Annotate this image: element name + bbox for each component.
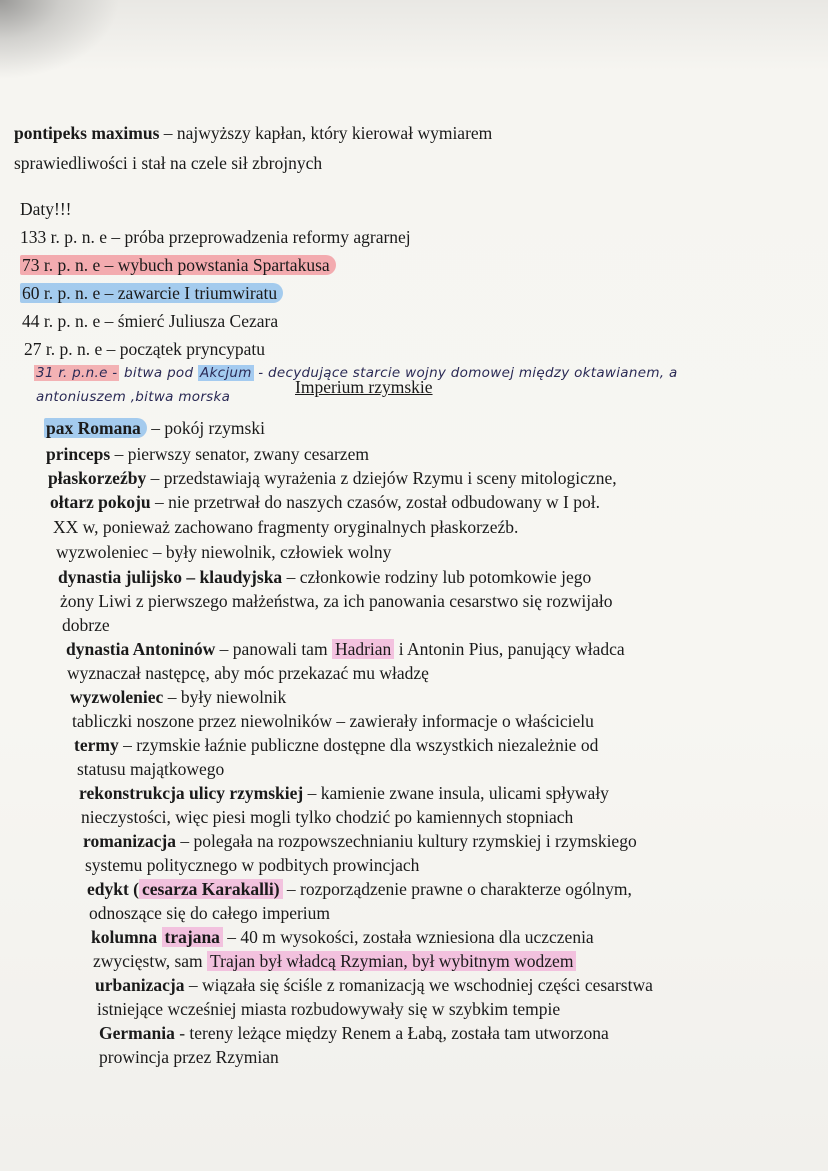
entry-line <box>79 782 609 804</box>
date-item <box>22 310 278 332</box>
entry-text: – nie przetrwał do naszych czasów, został odbudowany w I poł. <box>150 492 600 512</box>
entry-text: odnoszące się do całego imperium <box>89 903 331 923</box>
entry-text: i Antonin Pius, panujący władca <box>394 639 625 659</box>
entry-line <box>46 443 369 465</box>
entry-text: – pierwszy senator, zwany cesarzem <box>110 444 369 464</box>
entry-text: – były niewolnik <box>163 687 287 707</box>
entry-line <box>83 830 637 852</box>
entry-text: zwycięstw, sam <box>93 951 208 971</box>
entry-text: - tereny leżące między Renem a Łabą, została tam utworzona <box>174 1023 609 1043</box>
date-text-highlighted-blue: 60 r. p. n. e – zawarcie I triumwiratu <box>20 283 283 303</box>
entry-term: romanizacja <box>83 831 176 851</box>
entry-text: istniejące wcześniej miasta rozbudowywały się w szybkim tempie <box>97 999 561 1019</box>
entry-line <box>93 950 576 972</box>
entry-line <box>97 998 560 1020</box>
definition-text: – najwyższy kapłan, który kierował wymiarem <box>159 123 493 143</box>
date-text: 44 r. p. n. e – śmierć Juliusza Cezara <box>22 311 279 331</box>
intro-line-1 <box>14 122 492 144</box>
entry-line <box>87 878 632 900</box>
entry-text: – przedstawiają wyrażenia z dziejów Rzymu i sceny mitologiczne, <box>146 468 617 488</box>
entry-text: systemu politycznego w podbitych prowincjach <box>85 855 420 875</box>
date-text: 27 r. p. n. e – początek pryncypatu <box>24 339 266 359</box>
entry-line <box>58 566 591 588</box>
section-title: Imperium rzymskie <box>295 377 433 397</box>
handwritten-text: - decydujące starcie wojny domowej między oktawianem, a <box>253 365 678 381</box>
entry-text: tabliczki noszone przez niewolników – zawierały informacje o właścicielu <box>72 711 594 731</box>
entry-text: – 40 m wysokości, została wzniesiona dla uczczenia <box>222 927 594 947</box>
entry-term: edykt ( <box>87 879 140 899</box>
entry-text: – rzymskie łaźnie publiczne dostępne dla wszystkich niezależnie od <box>118 735 599 755</box>
entry-term-highlighted: trajana <box>162 927 223 947</box>
entry-text: nieczystości, więc piesi mogli tylko chodzić po kamiennych stopniach <box>81 807 574 827</box>
entry-text: dobrze <box>62 615 110 635</box>
date-item <box>20 226 411 248</box>
entry-text: prowincja przez Rzymian <box>99 1047 279 1067</box>
dates-heading: Daty!!! <box>20 199 72 219</box>
entry-line <box>67 662 429 684</box>
date-text-highlighted-red: 73 r. p. n. e – wybuch powstania Spartakusa <box>20 255 336 275</box>
handwritten-place: Akcjum <box>199 365 252 381</box>
entry-text: wyzwoleniec – były niewolnik, człowiek wolny <box>56 542 392 562</box>
entry-line <box>99 1046 279 1068</box>
entry-line <box>72 710 594 732</box>
entry-term: ołtarz pokoju <box>50 492 151 512</box>
term-pontipeks: pontipeks maximus <box>14 123 160 143</box>
handwritten-date: 31 r. p.n.e - <box>36 365 118 381</box>
page-corner-shadow <box>0 0 120 80</box>
date-item <box>24 338 265 360</box>
entry-line <box>89 902 330 924</box>
entry-line <box>91 926 594 948</box>
entry-term: dynastia julijsko – klaudyjska <box>58 567 283 587</box>
entry-term: kolumna <box>91 927 162 947</box>
entry-term: pax Romana <box>44 418 147 438</box>
entry-line <box>44 417 265 439</box>
entry-term: rekonstrukcja ulicy rzymskiej <box>79 783 304 803</box>
entry-line <box>74 734 598 756</box>
entry-text: – polegała na rozpowszechnianiu kultury rzymskiej i rzymskiego <box>176 831 637 851</box>
entry-line <box>60 590 613 612</box>
entry-text: – kamienie zwane insula, ulicami spływały <box>303 783 609 803</box>
entry-text: – panowali tam <box>215 639 332 659</box>
entry-term-highlighted: cesarza Karakalli) <box>139 879 283 899</box>
entry-line <box>62 614 110 636</box>
entry-term: płaskorzeźby <box>48 468 147 488</box>
entry-text: wyznaczał następcę, aby móc przekazać mu władzę <box>67 663 429 683</box>
entry-text: – wiązała się ściśle z romanizacją we wschodniej części cesarstwa <box>184 975 653 995</box>
entry-line <box>50 491 600 513</box>
entry-text: – członkowie rodziny lub potomkowie jego <box>282 567 592 587</box>
entry-term: dynastia Antoninów <box>66 639 216 659</box>
entry-line <box>66 638 625 660</box>
entry-line <box>53 516 518 538</box>
date-text: 133 r. p. n. e – próba przeprowadzenia reformy agrarnej <box>20 227 411 247</box>
entry-line <box>85 854 419 876</box>
entry-line <box>81 806 573 828</box>
entry-text: XX w, ponieważ zachowano fragmenty oryginalnych płaskorzeźb. <box>53 517 519 537</box>
entry-text: żony Liwi z pierwszego małżeństwa, za ich panowania cesarstwo się rozwijało <box>60 591 613 611</box>
intro-line-2 <box>14 152 322 174</box>
entry-term: Germania <box>99 1023 175 1043</box>
entry-text: – pokój rzymski <box>146 418 265 438</box>
entry-term: princeps <box>46 444 111 464</box>
entry-term: urbanizacja <box>95 975 185 995</box>
entry-term: wyzwoleniec <box>70 687 164 707</box>
entry-term: termy <box>74 735 119 755</box>
entry-text: – rozporządzenie prawne o charakterze ogólnym, <box>282 879 632 899</box>
entry-text-highlighted: Hadrian <box>332 639 394 659</box>
date-item <box>20 282 283 304</box>
entry-line <box>70 686 286 708</box>
entry-line <box>56 541 391 563</box>
handwritten-note-line-2 <box>36 386 230 408</box>
handwritten-text: bitwa pod <box>119 365 198 381</box>
entry-text: statusu majątkowego <box>77 759 225 779</box>
entry-line <box>48 467 617 489</box>
entry-line <box>95 974 653 996</box>
handwritten-text: antoniuszem ,bitwa morska <box>36 389 231 405</box>
definition-text: sprawiedliwości i stał na czele sił zbrojnych <box>14 153 323 173</box>
entry-text-highlighted: Trajan był władcą Rzymian, był wybitnym wodzem <box>207 951 576 971</box>
date-item <box>20 254 336 276</box>
entry-line <box>99 1022 609 1044</box>
entry-line <box>77 758 224 780</box>
